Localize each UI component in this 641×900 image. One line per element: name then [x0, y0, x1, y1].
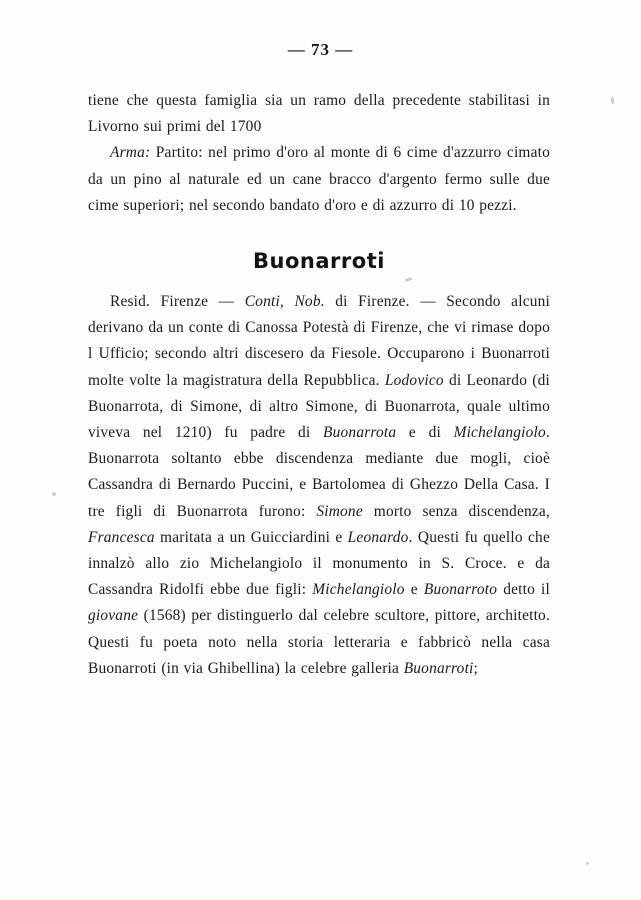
person-name-buonarroto: Buonarroto: [423, 581, 498, 599]
entry-text-7: . Questi fu quello che innalzò allo zio Michelangiolo il monumento in S. Croce. e da Cassandra Ridolfi ebbe due figli:: [88, 528, 550, 599]
paper-speck: [586, 862, 589, 865]
entry-text-5: morto senza discendenza,: [362, 502, 550, 520]
person-name-simone: Simone: [316, 502, 363, 520]
entry-text-8: e: [404, 581, 424, 599]
person-name-michelangiolo: Michelangiolo: [453, 424, 546, 442]
page-number: — 73 —: [287, 40, 354, 59]
gallery-name-buonarroti: Buonarroti: [403, 659, 474, 677]
entry-text-11: ;: [473, 659, 479, 677]
person-name-leonardo: Leonardo: [347, 528, 409, 546]
residence-label: Resid. Firenze —: [110, 293, 245, 311]
paragraph-1-text: tiene che questa famiglia sia un ramo della precedente stabilitasi in Livorno sui primi del 1700: [88, 92, 550, 136]
arma-label: Arma:: [110, 144, 151, 162]
entry-text-9: detto il: [497, 581, 550, 599]
page-content: [88, 88, 550, 682]
person-name-lodovico: Lodovico: [384, 371, 444, 389]
entry-text-6: maritata a un Guicciardini e: [154, 528, 348, 546]
paragraph-arma: [88, 140, 550, 219]
section-heading: Buonarroti: [253, 249, 385, 274]
entry-text-2: di Leonardo (di Buonarrota, di Simone, di altro Simone, di Buonarrota, quale ultimo viveva nel 1210) fu padre di: [88, 371, 550, 442]
paragraph-continuation: [88, 88, 550, 140]
paper-speck: [52, 492, 56, 496]
entry-paragraph: [88, 289, 550, 682]
entry-text-10: (1568) per distinguerlo dal celebre scultore, pittore, architetto. Questi fu poeta noto nella storia letteraria e fabbricò nella casa Buonarroti (in via Ghibellina) la celebre galleria: [88, 607, 550, 677]
titles-italic: Conti, Nob.: [244, 293, 325, 311]
entry-text-4: . Buonarrota soltanto ebbe discendenza mediante due mogli, cioè Cassandra di Bernardo Puccini, e Bartolomea di Ghezzo Della Casa. I tre figli di Buonarrota furono:: [88, 424, 550, 520]
person-name-francesca: Francesca: [88, 528, 155, 546]
entry-text-3: e di: [396, 424, 454, 442]
person-name-michelangiolo-2: Michelangiolo: [312, 581, 405, 599]
person-name-buonarrota: Buonarrota: [323, 424, 397, 442]
paper-speck: [611, 97, 614, 104]
epithet-giovane: giovane: [88, 607, 139, 625]
arma-text: Partito: nel primo d'oro al monte di 6 cime d'azzurro cimato da un pino al naturale ed un cane bracco d'argento fermo sulle due cime superiori; nel secondo bandato d'oro e di azzurro di 10 pezzi.: [88, 144, 550, 214]
entry-text-1: di Firenze. — Secondo alcuni derivano da un conte di Canossa Potestà di Firenze, che vi rimase dopo l Ufficio; secondo altri discesero da Fiesole. Occuparono i Buonarroti molte volte la magistratura della Repubblica.: [88, 293, 550, 389]
